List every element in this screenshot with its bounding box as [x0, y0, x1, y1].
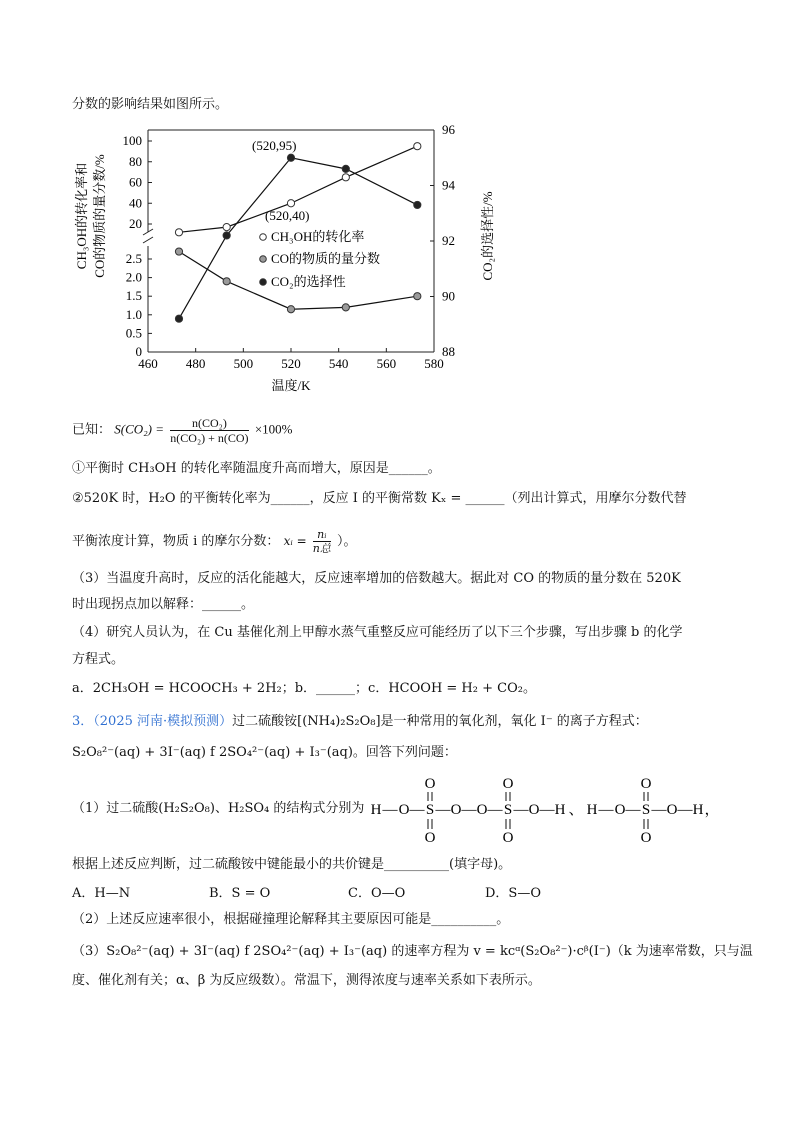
- atom-dash: —: [409, 802, 425, 818]
- q2-prefix: 平衡浓度计算，物质 i 的摩尔分数：: [72, 534, 280, 549]
- known-formula: [72, 416, 292, 445]
- y-left-tick-label: 100: [122, 133, 142, 148]
- atom-O: O: [424, 830, 436, 846]
- y-right-tick-label: 96: [442, 122, 455, 137]
- q2-xi: xᵢ =: [283, 534, 307, 548]
- x-axis-label: 温度/K: [271, 378, 311, 393]
- question-3-line1: （3）当温度升高时，反应的活化能越大，反应速率增加的倍数越大。据此对 CO 的物质的量分数在 520K: [72, 571, 681, 586]
- p3-question-3-line2: 度、催化剂有关；α、β 为反应级数）。常温下，测得浓度与速率关系如下表所示。: [72, 973, 541, 988]
- atom-S: S: [503, 802, 513, 818]
- y-right-tick-label: 94: [442, 177, 455, 193]
- atom-H: H: [554, 802, 566, 818]
- y-left-tick-label: 1.0: [125, 306, 142, 322]
- y-left-tick-label: 60: [129, 174, 142, 190]
- structural-formulas: [364, 774, 724, 846]
- data-point: [414, 293, 421, 300]
- y-left-axis-label-1: CH₃OH的转化率和: [74, 162, 89, 270]
- y-left-tick-label: 80: [129, 153, 142, 169]
- data-point: [342, 304, 349, 311]
- atom-H: H: [586, 802, 598, 818]
- atom-O: O: [640, 830, 652, 846]
- x-tick-label: 540: [328, 356, 349, 371]
- problem-3-equation: S₂O₈²⁻(aq) + 3I⁻(aq) f 2SO₄²⁻(aq) + I₃⁻(aq)。回答下列问题：: [72, 745, 457, 760]
- atom-H: H: [370, 802, 382, 818]
- atom-dash: —: [382, 802, 398, 818]
- axis-break-mark: [143, 237, 153, 243]
- atom-O: O: [502, 830, 514, 846]
- legend-label: CH₃OH的转化率: [271, 229, 365, 244]
- atom-O: O: [640, 776, 652, 792]
- atom-O: O: [502, 776, 514, 792]
- known-lhs: S(CO₂) =: [114, 421, 165, 437]
- data-point: [175, 315, 182, 322]
- problem-number: 3．: [72, 714, 94, 729]
- atom-S: S: [641, 802, 651, 818]
- y-right-axis-label: CO₂的选择性/%: [480, 191, 495, 281]
- data-point: [223, 232, 230, 239]
- atom-O: O: [666, 802, 678, 818]
- q2-suffix: ）。: [337, 534, 357, 549]
- question-2-line1: ②520K 时，H₂O 的平衡转化率为______，反应 I 的平衡常数 Kₓ = ______（列出计算式，用摩尔分数代替: [72, 491, 687, 506]
- chart: [70, 118, 510, 398]
- q2-denominator: n总: [312, 542, 331, 555]
- p3-q1-prefix: （1）过二硫酸(H₂S₂O₈)、H₂SO₄ 的结构式分别为: [72, 801, 365, 816]
- data-point: [414, 201, 421, 208]
- options-row: [72, 882, 632, 900]
- y-left-tick-label: 1.5: [125, 288, 142, 304]
- question-4-line1: （4）研究人员认为，在 Cu 基催化剂上甲醇水蒸气重整反应可能经历了以下三个步骤，写出步骤 b 的化学: [72, 625, 683, 640]
- q2-numerator: nᵢ: [313, 528, 331, 542]
- atom-O: O: [398, 802, 410, 818]
- legend-label: CO₂的选择性: [271, 274, 346, 289]
- intro-text: 分数的影响结果如图所示。: [72, 97, 229, 112]
- annotation-label: (520,40): [265, 208, 310, 223]
- atom-dash: —: [487, 802, 503, 818]
- atom-dash: —: [651, 802, 667, 818]
- p3-question-3-line1: （3）S₂O₈²⁻(aq) + 3I⁻(aq) f 2SO₄²⁻(aq) + I₃⁻(aq) 的速率方程为 v = kcᵅ(S₂O₈²⁻)·cᵝ(I⁻)（k 为速率常数，只与温: [72, 944, 753, 959]
- atom-O: O: [614, 802, 626, 818]
- atom-S: S: [425, 802, 435, 818]
- data-point: [414, 143, 421, 150]
- legend-marker: [260, 279, 267, 286]
- y-left-tick-label: 20: [129, 216, 142, 231]
- atom-dash: —: [598, 802, 614, 818]
- atom-dash: —: [677, 802, 693, 818]
- data-point: [175, 229, 182, 236]
- data-point: [175, 248, 182, 255]
- x-tick-label: 580: [424, 356, 444, 371]
- separator: 、: [568, 802, 584, 818]
- x-tick-label: 520: [281, 356, 301, 371]
- option-b: B．S = O: [209, 886, 271, 901]
- problem-text: 过二硫酸铵[(NH₄)₂S₂O₈]是一种常用的氧化剂，氧化 I⁻ 的离子方程式：: [232, 714, 648, 729]
- option-d: D．S—O: [485, 886, 541, 901]
- known-prefix: 已知：: [72, 421, 112, 437]
- question-2-line2: [72, 528, 357, 555]
- atom-dash: —: [435, 802, 451, 818]
- data-point: [342, 174, 349, 181]
- y-left-tick-label: 2.0: [125, 269, 142, 285]
- atom-dash: —: [539, 802, 555, 818]
- y-right-tick-label: 90: [442, 288, 455, 304]
- atom-dash: —: [625, 802, 641, 818]
- legend-marker: [260, 256, 267, 263]
- question-1: ①平衡时 CH₃OH 的转化率随温度升高而增大，原因是______。: [72, 461, 441, 476]
- annotation-label: (520,95): [252, 138, 297, 153]
- p3-question-2: （2）上述反应速率很小，根据碰撞理论解释其主要原因可能是__________。: [72, 912, 510, 927]
- y-left-tick-label: 40: [129, 195, 142, 211]
- y-right-tick-label: 88: [442, 344, 455, 359]
- legend-label: CO的物质的量分数: [271, 251, 381, 266]
- question-4-steps: a．2CH₃OH = HCOOCH₃ + 2H₂；b．______；c．HCOOH = H₂ + CO₂。: [72, 681, 536, 696]
- comma: ，: [704, 802, 720, 818]
- atom-O: O: [424, 776, 436, 792]
- y-right-tick-label: 92: [442, 233, 455, 248]
- data-point: [342, 165, 349, 172]
- data-point: [223, 224, 230, 231]
- x-tick-label: 460: [138, 356, 158, 371]
- question-4-line2: 方程式。: [72, 652, 125, 667]
- p3-q1-after: 根据上述反应判断，过二硫酸铵中键能最小的共价键是__________(填字母)。: [72, 857, 512, 872]
- x-tick-label: 500: [233, 356, 254, 371]
- option-a: A．H—N: [72, 886, 131, 901]
- x-tick-label: 480: [185, 356, 206, 371]
- known-denominator: n(CO₂) + n(CO): [170, 431, 249, 445]
- y-left-tick-label: 0.5: [125, 325, 142, 341]
- known-numerator: n(CO₂): [170, 416, 248, 431]
- legend-marker: [260, 234, 267, 241]
- option-c: C．O—O: [348, 886, 406, 901]
- problem-source: （2025 河南·模拟预测）: [93, 714, 233, 729]
- atom-O: O: [476, 802, 488, 818]
- known-suffix: ×100%: [254, 421, 293, 437]
- problem-3-header: [72, 713, 648, 731]
- y-left-tick-label: 2.5: [125, 251, 142, 266]
- question-3-line2: 时出现拐点加以解释：______。: [72, 597, 255, 612]
- data-point: [223, 278, 230, 285]
- atom-H: H: [692, 802, 704, 818]
- atom-dash: —: [461, 802, 477, 818]
- y-left-tick-label: 0: [135, 344, 142, 359]
- atom-O: O: [450, 802, 462, 818]
- data-point: [287, 200, 294, 207]
- atom-dash: —: [513, 802, 529, 818]
- atom-O: O: [528, 802, 540, 818]
- y-left-axis-label-2: CO的物质的量分数/%: [92, 154, 107, 278]
- data-point: [287, 154, 294, 161]
- data-point: [287, 306, 294, 313]
- x-tick-label: 560: [376, 356, 397, 371]
